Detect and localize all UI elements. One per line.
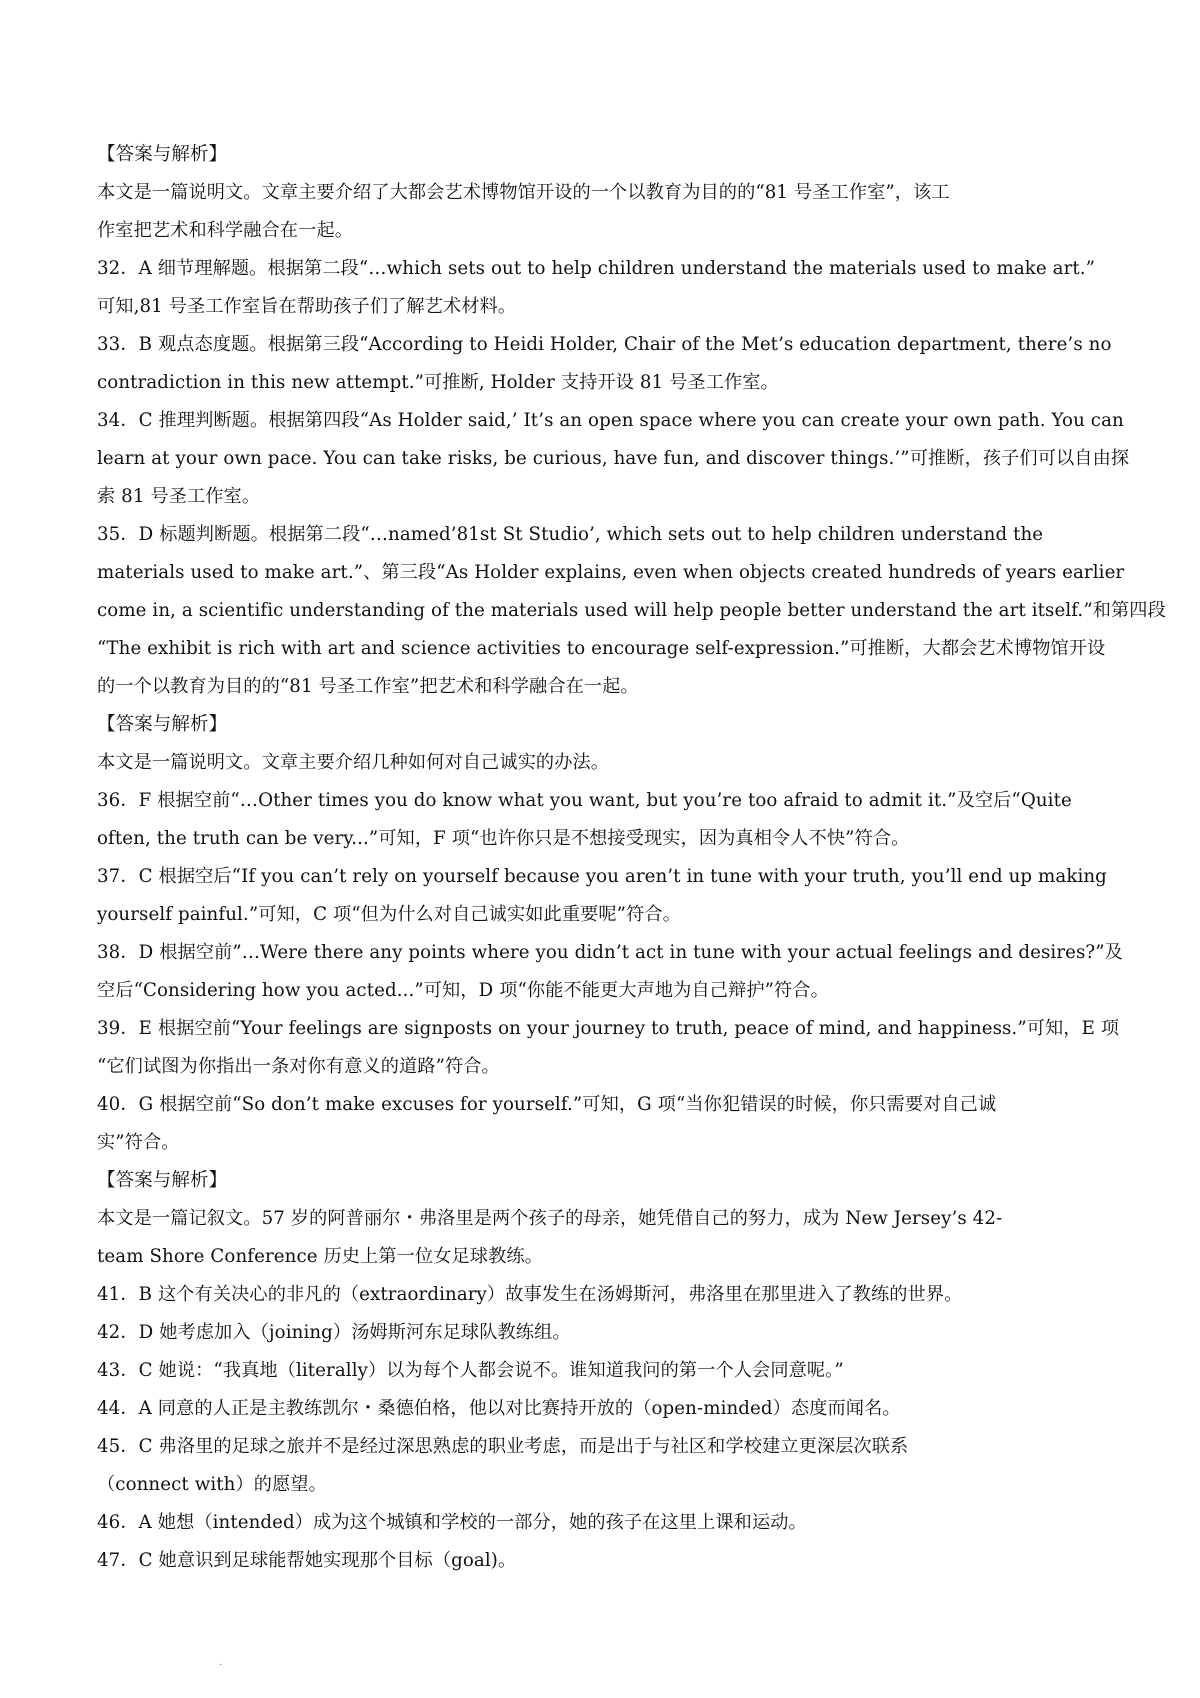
answer-line: 32．A 细节理解题。根据第二段“…which sets out to help children understand the materials used to make art.”	[97, 258, 1096, 279]
footer-dot-mark: ·	[219, 1660, 223, 1671]
answer-line: come in, a scientific understanding of the materials used will help people better understand the art itself.”和第四段	[97, 600, 1166, 621]
answer-line: “它们试图为你指出一条对你有意义的道路”符合。	[97, 1056, 500, 1077]
answer-line: 40．G 根据空前“So don’t make excuses for yourself.”可知，G 项“当你犯错误的时候，你只需要对自己诚	[97, 1094, 997, 1115]
summary-line: 本文是一篇说明文。文章主要介绍了大都会艺术博物馆开设的一个以教育为目的的“81 号圣工作室”，该工	[97, 182, 950, 203]
answer-line: contradiction in this new attempt.”可推断, Holder 支持开设 81 号圣工作室。	[97, 372, 779, 393]
answer-line: 空后“Considering how you acted...”可知，D 项“你能不能更大声地为自己辩护”符合。	[97, 980, 829, 1001]
answer-line: 34．C 推理判断题。根据第四段“As Holder said,’ It’s an open space where you can create your own path. You can	[97, 410, 1124, 431]
answer-line: 39．E 根据空前“Your feelings are signposts on your journey to truth, peace of mind, and happiness.”可知，E 项	[97, 1018, 1120, 1039]
answer-line: materials used to make art.”、第三段“As Holder explains, even when objects created hundreds of years earlier	[97, 562, 1125, 583]
summary-line: 本文是一篇说明文。文章主要介绍几种如何对自己诚实的办法。	[97, 752, 610, 773]
answer-line: 45．C 弗洛里的足球之旅并不是经过深思熟虑的职业考虑，而是出于与社区和学校建立更深层次联系	[97, 1436, 909, 1457]
answer-line: （connect with）的愿望。	[97, 1474, 327, 1495]
answer-line: 44．A 同意的人正是主教练凯尔・桑德伯格，他以对比赛持开放的（open-minded）态度而闻名。	[97, 1398, 901, 1419]
answer-line: 35．D 标题判断题。根据第二段“…named’81st St Studio’, which sets out to help children understand the	[97, 524, 1044, 545]
answer-line: 43．C 她说：“我真地（literally）以为每个人都会说不。谁知道我问的第一个人会同意呢。”	[97, 1360, 844, 1381]
answer-line: 可知,81 号圣工作室旨在帮助孩子们了解艺术材料。	[97, 296, 517, 317]
answer-line: 42．D 她考虑加入（joining）汤姆斯河东足球队教练组。	[97, 1322, 571, 1343]
answer-line: 38．D 根据空前”…Were there any points where you didn’t act in tune with your actual feelings and desires?”及	[97, 942, 1123, 963]
answer-explanation-text	[97, 136, 1166, 1580]
summary-line: 本文是一篇记叙文。57 岁的阿普丽尔・弗洛里是两个孩子的母亲，她凭借自己的努力，成为 New Jersey’s 42-	[97, 1208, 1003, 1229]
summary-line: team Shore Conference 历史上第一位女足球教练。	[97, 1246, 543, 1267]
answer-line: often, the truth can be very...”可知，F 项“也许你只是不想接受现实，因为真相令人不快”符合。	[97, 828, 910, 849]
answer-line: 41．B 这个有关决心的非凡的（extraordinary）故事发生在汤姆斯河，弗洛里在那里进入了教练的世界。	[97, 1284, 963, 1305]
section-heading: 【答案与解析】	[97, 1170, 228, 1191]
answer-line: 36．F 根据空前“…Other times you do know what you want, but you’re too afraid to admit it.”及空后“Quite	[97, 790, 1072, 811]
answer-line: 46．A 她想（intended）成为这个城镇和学校的一部分，她的孩子在这里上课和运动。	[97, 1512, 807, 1533]
answer-line: 33．B 观点态度题。根据第三段“According to Heidi Holder, Chair of the Met’s education department, there’s no	[97, 334, 1112, 355]
answer-line: 37．C 根据空后“If you can’t rely on yourself because you aren’t in tune with your truth, you’ll end up making	[97, 866, 1107, 887]
section-heading: 【答案与解析】	[97, 714, 228, 735]
answer-line: 实”符合。	[97, 1132, 180, 1153]
answer-line: 的一个以教育为目的的“81 号圣工作室”把艺术和科学融合在一起。	[97, 676, 639, 697]
answer-line: “The exhibit is rich with art and science activities to encourage self-expression.”可推断，大都会艺术博物馆开设	[97, 638, 1106, 659]
summary-line: 作室把艺术和科学融合在一起。	[97, 220, 354, 241]
answer-line: yourself painful.”可知，C 项“但为什么对自己诚实如此重要呢”符合。	[97, 904, 681, 925]
answer-line: 索 81 号圣工作室。	[97, 486, 261, 507]
section-heading: 【答案与解析】	[97, 144, 228, 165]
answer-line: learn at your own pace. You can take risks, be curious, have fun, and discover things.’”可推断，孩子们可以自由探	[97, 448, 1130, 469]
answer-line: 47．C 她意识到足球能帮她实现那个目标（goal)。	[97, 1550, 517, 1571]
